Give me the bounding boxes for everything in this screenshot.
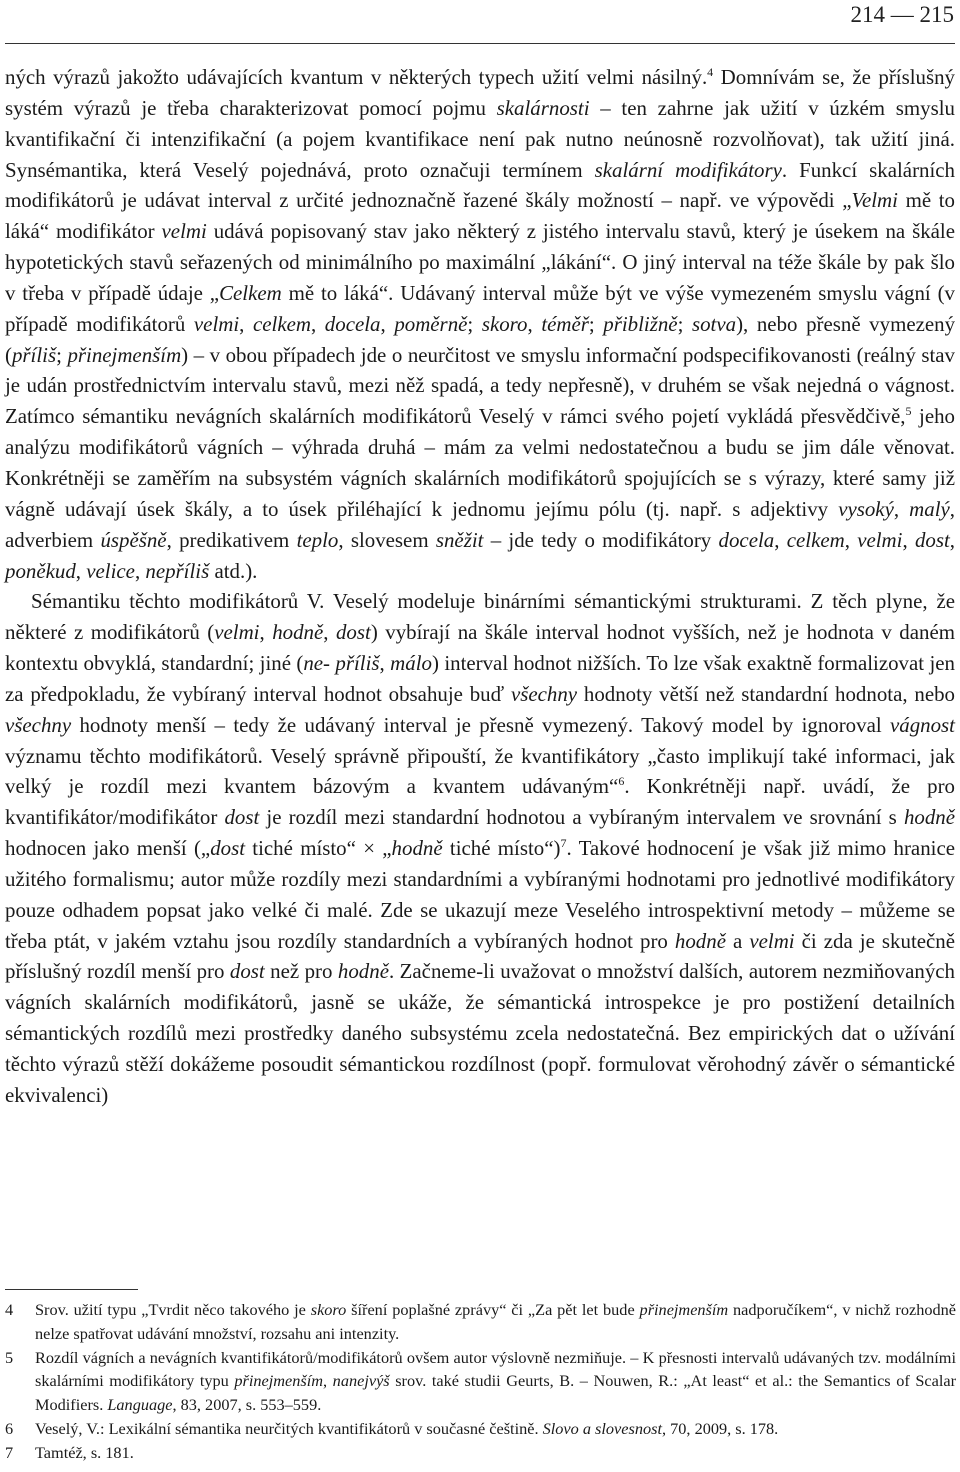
text-run: ), nebo přesně vymezený ( <box>5 311 956 367</box>
text-run: ných výrazů jakožto udávajících kvantum v některých typech užití velmi násilný. <box>5 65 708 89</box>
italic-term: hodně <box>903 805 955 830</box>
footnote-number: 4 <box>5 1300 14 1319</box>
text-run: hodnoty větší než standardní hodnota, nebo <box>577 681 955 706</box>
italic-term: skoro <box>481 311 528 336</box>
text-run: jeho analýzu modifikátorů vágních – výhrada druhá – mám za velmi nedostatečnou a budu se jim dále věnovat. Konkrétněji se zaměřím na subsystém vágních skalárních modifikátorů spojujících se s výrazy, které samy již vágně udávají úsek škály, a to úsek přiléhající k jednomu jejímu pólu (tj. např. s adjektivy <box>5 404 955 521</box>
italic-term: dost <box>224 805 260 830</box>
text-run: , <box>323 620 336 645</box>
italic-term: přinejmenším <box>639 1300 729 1319</box>
italic-term: nepříliš <box>145 558 210 583</box>
italic-term: hodně <box>272 620 324 645</box>
footnotes <box>5 1298 956 1465</box>
text-run: udává popisovaný stav jako některý z jistého intervalu stavů, který je úsekem na škále hypotetických stavů seřazených od minimálního po maximální „lákání“. O jiný interval na téže škále by pak šlo v třeba v případě údaje „ <box>5 219 956 305</box>
italic-term: příliš <box>11 342 57 367</box>
italic-term: všechny <box>5 712 72 737</box>
italic-term: vysoký <box>838 496 894 521</box>
italic-term: celkem <box>786 527 845 552</box>
text-run: ) interval hodnot nižších. To lze však exaktně formalizovat jen za předpokladu, že vybíraný interval hodnot obsahuje buď <box>5 651 955 706</box>
italic-term: dost <box>335 620 371 645</box>
italic-term: dost <box>210 836 246 861</box>
text-run: Domnívám se, že příslušný systém výrazů je třeba charakterizovat pomocí pojmu <box>5 65 955 120</box>
italic-term: malý <box>909 496 950 521</box>
italic-term: sotva <box>691 311 737 336</box>
text-run: , <box>527 311 542 336</box>
footnote-ref: 4 <box>707 65 714 79</box>
italic-term: velmi <box>857 527 903 552</box>
italic-term: hodně <box>337 959 389 984</box>
italic-term: přinejmenším <box>67 342 182 367</box>
text-run: , <box>902 527 915 552</box>
text-run: , <box>239 311 253 336</box>
text-run: hodnoty menší – tedy že udávaný interval je přesně vymezený. Takový model by ignoroval <box>71 712 890 737</box>
italic-term: Celkem <box>219 280 282 305</box>
italic-term: ne- příliš <box>303 651 380 676</box>
text-run: či zda je skutečně příslušný rozdíl menší pro <box>5 928 956 984</box>
text-run: Tamtéž, s. 181. <box>35 1442 134 1462</box>
footnote-number: 7 <box>5 1442 14 1462</box>
footnote-ref: 5 <box>905 404 912 419</box>
text-run: tiché místo“) <box>442 836 561 861</box>
text-run: hodnocen jako menší („ <box>5 836 211 861</box>
italic-term: přinejmenším <box>234 1371 324 1391</box>
footnote-ref: 6 <box>618 774 625 789</box>
italic-term: skalární modifikátory <box>594 157 782 182</box>
text-run: mě to láká“. Udávaný interval může být ve výše vymezeném smyslu vágní (v případě modifikátorů <box>5 280 955 336</box>
text-run: ; <box>677 311 692 336</box>
text-run: nadporučíkem“, v nichž rozhodně nelze spatřovat udávání množství, rozsahu ani intenzity. <box>35 1300 957 1343</box>
text-run: , <box>774 527 787 552</box>
text-run: , <box>259 620 273 645</box>
text-run: . Konkrétněji např. uvádí, že pro kvantifikátor/modifikátor <box>5 774 955 830</box>
italic-term: úspěšně <box>100 527 167 552</box>
text-run: Veselý, V.: Lexikální sémantika neurčitých kvantifikátorů v současné češtině. <box>35 1418 543 1438</box>
text-run: , <box>310 311 325 336</box>
italic-term: docela <box>324 311 381 336</box>
paragraph-2 <box>5 586 955 1110</box>
text-run: ; <box>467 311 482 336</box>
footnote-number: 5 <box>5 1347 14 1367</box>
text-run: , 83, 2007, s. 553–559. <box>172 1395 322 1415</box>
italic-term: poněkud <box>5 558 76 583</box>
italic-term: dost <box>914 527 950 552</box>
text-run: , <box>893 496 910 521</box>
text-run: , slovesem <box>338 527 436 552</box>
italic-term: velmi <box>161 219 207 244</box>
text-run: , <box>379 651 391 676</box>
footnote-4 <box>5 1298 956 1346</box>
text-run: a <box>725 928 750 953</box>
text-run: , <box>844 527 858 552</box>
italic-term: velmi <box>214 620 260 645</box>
footnote-rule <box>5 1289 138 1290</box>
text-run: ) vybírají na škále interval hodnot vyšších, než je hodnota v daném kontextu obvyklá, standardní; jiné ( <box>5 620 955 676</box>
italic-term: dost <box>229 959 265 984</box>
footnote-number: 6 <box>5 1418 14 1438</box>
italic-term: málo <box>390 651 432 676</box>
italic-term: sněžit <box>435 527 484 552</box>
text-run: , predikativem <box>166 527 297 552</box>
italic-term: velmi <box>193 311 240 336</box>
italic-term: Slovo a slovesnost <box>542 1418 662 1438</box>
italic-term: nanejvýš <box>332 1371 390 1391</box>
text-run: . Funkcí skalárních modifikátorů je udávat interval z určité jednoznačně řazené škály možností – např. ve výpovědi „ <box>5 157 955 213</box>
italic-term: velice <box>86 558 135 583</box>
italic-term: téměř <box>541 311 589 336</box>
footnote-text <box>35 1346 956 1417</box>
italic-term: velmi <box>749 928 795 953</box>
text-run: Sémantiku těchto modifikátorů V. Veselý modeluje binárními sémantickými strukturami. Z těch plyne, že některé z modifikátorů ( <box>5 589 955 645</box>
text-run: , <box>75 558 87 583</box>
italic-term: hodně <box>391 836 443 861</box>
text-run: – ten zahrne jak užití v úzkém smyslu kvantifikační či intenzifikační (a pojem kvantifikace není pak nutno neúnosně rozvolňovat), tak užití jiná. Synsémantika, která Veselý pojednává, proto označuji termínem <box>5 95 955 182</box>
text-run: mě to láká“ modifikátor <box>5 188 956 244</box>
italic-term: poměrně <box>394 311 468 336</box>
text-run: . Takové hodnocení je však již mimo hranice užitého formalismu; autor může rozdíly mezi standardními a vybíranými hodnotami pro jednotlivé modifikátory pouze odhadem popsat jako velké či malé. Zde se ukazují meze Veselého introspektivní metody – můžeme se třeba ptát, v jakém vztahu jsou rozdíly standardních a vybíraných hodnot pro <box>5 836 955 953</box>
italic-term: celkem <box>252 311 311 336</box>
italic-term: Velmi <box>851 188 898 213</box>
text-run: tiché místo“ × „ <box>245 836 392 861</box>
main-text <box>5 62 955 1111</box>
footnote-6 <box>5 1417 956 1441</box>
text-run: . Začneme-li uvažovat o množství dalších, autorem nezmiňovaných vágních skalárních modifikátorů, jasně se ukáže, že sémantická introspekce je pro postižení detailních sémantických rozdílů mezi prostředky daného subsystému zcela nedostatečná. Bez empirických dat o užívání těchto výrazů stěží dokážeme posoudit sémantickou rozdílnost (popř. formulovat věrohodný závěr o sémantické ekvivalenci) <box>5 959 955 1107</box>
text-run: , 70, 2009, s. 178. <box>662 1418 779 1438</box>
text-run: ) – v obou případech jde o neurčitost ve smyslu informační podspecifikovanosti (reálný stav je udán prostřednictvím intervalu stavů, mezi něž spadá, a tedy nepřesně), v druhém se však nejedná o vágnost. Zatímco sémantiku nevágních skalárních modifikátorů Veselý v rámci svého pojetí vykládá přesvědčivě, <box>5 342 955 429</box>
text-run: srov. také studii Geurts, B. – Nouwen, R.: „At least“ et al.: the Semantics of Scalar Modifiers. <box>35 1371 957 1415</box>
footnote-text <box>35 1441 956 1465</box>
text-run: ; <box>56 342 68 367</box>
footnote-5 <box>5 1346 956 1417</box>
italic-term: Language <box>107 1395 173 1415</box>
footnote-text <box>35 1298 956 1346</box>
italic-term: vágnost <box>890 712 955 737</box>
text-run: Srov. užití typu „Tvrdit něco takového je <box>35 1300 311 1319</box>
header-rule <box>5 43 955 44</box>
text-run: ; <box>588 311 604 336</box>
italic-term: všechny <box>510 681 578 706</box>
italic-term: skoro <box>310 1300 347 1319</box>
text-run: , <box>323 1371 333 1391</box>
italic-term: skalárnosti <box>496 95 590 120</box>
text-run: než pro <box>264 959 338 984</box>
italic-term: přibližně <box>603 311 678 336</box>
italic-term: teplo <box>296 527 339 552</box>
italic-term: docela <box>718 527 775 552</box>
text-run: šíření poplašné zprávy“ či „Za pět let bude <box>346 1300 640 1319</box>
text-run: , <box>949 527 956 552</box>
text-run: , <box>380 311 395 336</box>
text-run: , <box>134 558 146 583</box>
text-run: významu těchto modifikátorů. Veselý správně připouští, že kvantifikátory „často implikují také informaci, jak velký je rozdíl mezi kvantem bázovým a kvantem udávaným“ <box>5 743 955 799</box>
italic-term: hodně <box>674 928 726 953</box>
text-run: Rozdíl vágních a nevágních kvantifikátorů/modifikátorů ovšem autor výslovně nezmiňuje. – K přesnosti intervalů udávaných tzv. modálními skalárními modifikátory typu <box>35 1347 956 1391</box>
text-run: je rozdíl mezi standardní hodnotou a vybíraným intervalem ve srovnání s <box>259 805 904 830</box>
footnote-ref: 7 <box>560 836 567 851</box>
footnote-7 <box>5 1441 956 1465</box>
text-run: – jde tedy o modifikátory <box>483 527 719 552</box>
page-number: 214 — 215 <box>850 2 954 27</box>
paragraph-1 <box>5 62 955 586</box>
text-run: atd.). <box>209 558 258 583</box>
footnote-text <box>35 1417 956 1441</box>
text-run: , adverbiem <box>5 496 955 552</box>
